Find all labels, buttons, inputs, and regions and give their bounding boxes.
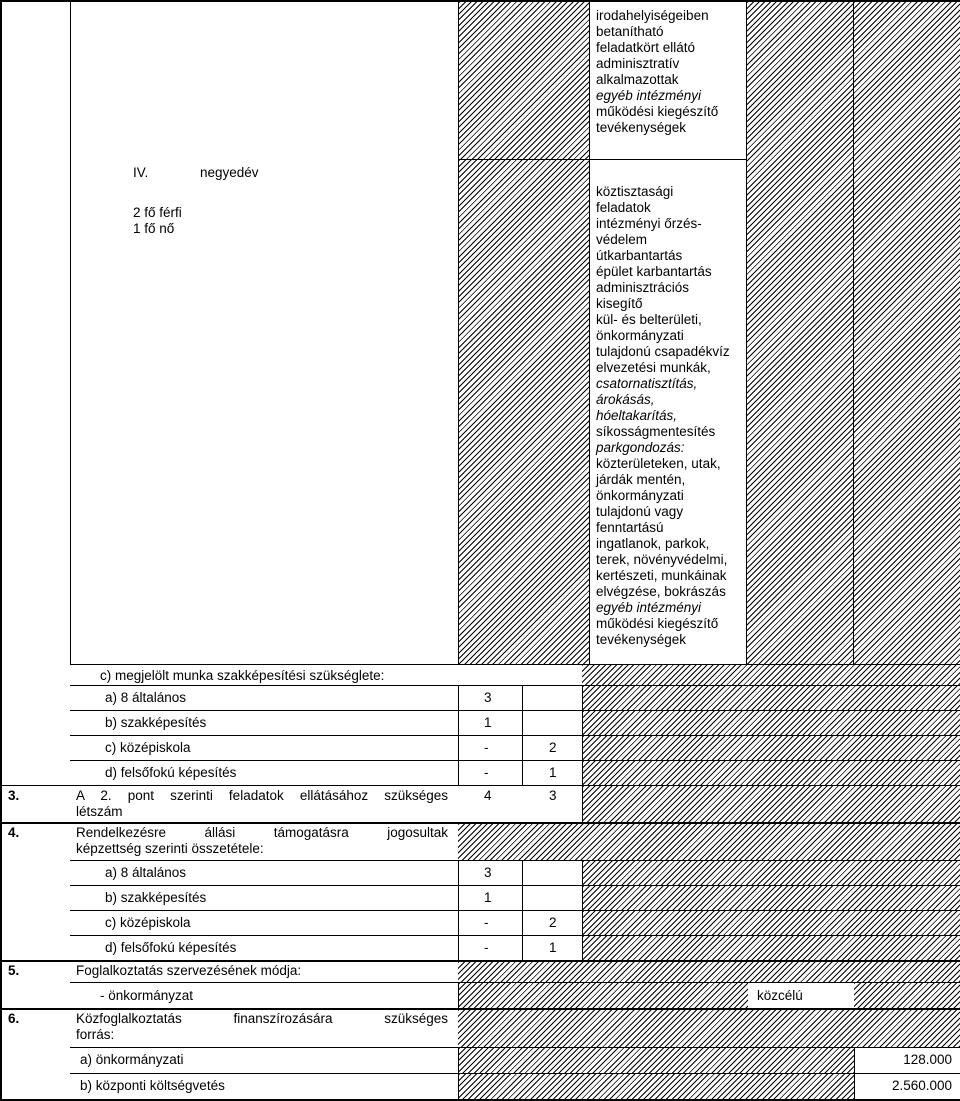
- hatched-row-right: [582, 736, 960, 760]
- value-row-v2: 1: [549, 940, 557, 955]
- activity-line-italic: egyéb intézményi: [596, 600, 702, 615]
- activity-line: kisegítő: [596, 296, 643, 311]
- value-row-v1: -: [484, 765, 489, 780]
- section-3-text: A 2. pont szerinti feladatok ellátásához szükséges: [76, 788, 448, 803]
- section-6-row-label: b) központi költségvetés: [80, 1078, 225, 1093]
- value-row-label: c) középiskola: [105, 740, 191, 755]
- section-6-text: forrás:: [76, 1027, 115, 1042]
- section-5-sub: - önkormányzat: [100, 988, 194, 1003]
- hatched-c-heading-right: [582, 665, 960, 685]
- activity-line-italic: csatornatisztítás,: [596, 376, 698, 391]
- hatched-row-right: [582, 861, 960, 885]
- activity-line-italic: hóeltakarítás,: [596, 408, 678, 423]
- hatched-row-right: [458, 824, 960, 860]
- value-row-v1: -: [484, 940, 489, 955]
- staff-female: 1 fő nő: [133, 221, 175, 236]
- hatched-row-right: [458, 1074, 854, 1099]
- value-row-label: c) középiskola: [105, 915, 191, 930]
- section-6-number: 6.: [8, 1011, 20, 1026]
- activity-line: épület karbantartás: [596, 264, 712, 279]
- section-5-text: Foglalkoztatás szervezésének módja:: [76, 963, 302, 978]
- activity-line: elvégzése, bokrászás: [596, 584, 726, 599]
- hatched-row-right: [582, 686, 960, 710]
- activity-line: terek, növényvédelmi,: [596, 552, 728, 567]
- section-4-number: 4.: [8, 825, 20, 840]
- section-6-row-label: a) önkormányzati: [80, 1052, 184, 1067]
- section-3-text: létszám: [76, 804, 123, 819]
- col-line: [458, 885, 459, 910]
- hatched-row-right: [582, 936, 960, 960]
- top-line: működési kiegészítő: [596, 104, 719, 119]
- section-3-v1: 4: [484, 788, 492, 803]
- hatched-col-2: [854, 2, 960, 664]
- hatched-row-right: [582, 786, 960, 824]
- left-border: [0, 0, 2, 1101]
- activity-line: fenntartású: [596, 520, 664, 535]
- section-4-text: képzettség szerinti összetétele:: [76, 841, 264, 856]
- activity-line: járdák mentén,: [596, 472, 686, 487]
- value-row-label: a) 8 általános: [105, 690, 187, 705]
- hatched-row-right: [582, 761, 960, 785]
- hatched-row-right: [458, 1010, 960, 1048]
- hatched-row-right: [582, 711, 960, 735]
- activity-line: kül- és belterületi,: [596, 312, 702, 327]
- section-3-number: 3.: [8, 788, 20, 803]
- value-row-v1: 1: [484, 715, 492, 730]
- activity-line: kertészeti, munkáinak: [596, 568, 727, 583]
- value-row-label: d) felsőfokú képesítés: [105, 940, 237, 955]
- top-line-italic: egyéb intézményi: [596, 88, 702, 103]
- top-line: alkalmazottak: [596, 72, 679, 87]
- col-line: [458, 935, 459, 960]
- activity-line: ingatlanok, parkok,: [596, 536, 710, 551]
- section-5-right: közcélú: [757, 988, 803, 1003]
- col-line: [522, 860, 523, 885]
- activity-line: tevékenységek: [596, 632, 687, 647]
- value-row-label: d) felsőfokú képesítés: [105, 765, 237, 780]
- activity-line: intézményi őrzés-: [596, 216, 702, 231]
- hatched-row-right: [458, 983, 748, 1008]
- col-line: [522, 910, 523, 935]
- hatched-col-1: [747, 2, 854, 664]
- col-line: [522, 710, 523, 735]
- col-line: [522, 735, 523, 760]
- top-line: adminisztratív: [596, 56, 680, 71]
- top-line: irodahelyiségeiben: [596, 8, 709, 23]
- value-row-label: a) 8 általános: [105, 865, 187, 880]
- section-4-text: Rendelkezésre állási támogatásra jogosultak: [76, 825, 448, 840]
- section-6-row-value: 128.000: [903, 1052, 952, 1067]
- activity-line: köztisztasági: [596, 184, 674, 199]
- activity-line: tulajdonú vagy: [596, 504, 684, 519]
- value-row-v1: 1: [484, 890, 492, 905]
- quarter-number: IV.: [133, 165, 149, 180]
- activity-line-italic: árokásás,: [596, 392, 655, 407]
- col-line: [458, 710, 459, 735]
- col-line: [458, 685, 459, 710]
- activity-line: útkarbantartás: [596, 248, 683, 263]
- quarter-word: negyedév: [200, 165, 259, 180]
- hatched-row-right: [458, 962, 960, 982]
- activity-line: közterületeken, utak,: [596, 456, 721, 471]
- activity-line: adminisztrációs: [596, 280, 690, 295]
- col-line: [458, 735, 459, 760]
- section-5-number: 5.: [8, 963, 20, 978]
- col-line: [522, 935, 523, 960]
- value-row-label: b) szakképesítés: [105, 890, 207, 905]
- hatched-cell-mid: [458, 160, 590, 665]
- activity-line: önkormányzati: [596, 488, 684, 503]
- value-row-v1: 3: [484, 690, 492, 705]
- hatched-cell-top-mid: [458, 2, 590, 160]
- hatched-row-right: [582, 886, 960, 910]
- col-line: [854, 1048, 855, 1073]
- section-c-heading: c) megjelölt munka szakképesítési szükséglete:: [100, 668, 385, 683]
- value-row-v2: 2: [549, 740, 557, 755]
- value-row-label: b) szakképesítés: [105, 715, 207, 730]
- activity-line: elvezetési munkák,: [596, 360, 711, 375]
- hatched-row-right: [458, 1048, 854, 1073]
- value-row-v1: -: [484, 740, 489, 755]
- col-line: [458, 910, 459, 935]
- top-line: tevékenységek: [596, 120, 687, 135]
- section-6-row-value: 2.560.000: [891, 1078, 952, 1093]
- value-row-v2: 1: [549, 765, 557, 780]
- activity-line: önkormányzati: [596, 328, 684, 343]
- staff-male: 2 fő férfi: [133, 205, 182, 220]
- activity-line: tulajdonú csapadékvíz: [596, 344, 730, 359]
- activity-list: [596, 184, 730, 648]
- value-row-v2: 2: [549, 915, 557, 930]
- col-line: [522, 885, 523, 910]
- col-line: [854, 1074, 855, 1099]
- hatched-row-right: [854, 983, 960, 1008]
- col-line: [458, 760, 459, 785]
- top-cell-text: [596, 8, 718, 136]
- value-row-v1: 3: [484, 865, 492, 880]
- activity-line-italic: parkgondozás:: [596, 440, 685, 455]
- activity-line: működési kiegészítő: [596, 616, 719, 631]
- top-line: feladatkört ellátó: [596, 40, 696, 55]
- hatched-row-right: [582, 911, 960, 935]
- top-line: betanítható: [596, 24, 664, 39]
- activity-line: síkosságmentesítés: [596, 424, 716, 439]
- value-row-v1: -: [484, 915, 489, 930]
- col-line: [522, 760, 523, 785]
- activity-line: védelem: [596, 232, 648, 247]
- activity-line: feladatok: [596, 200, 651, 215]
- col-divider-left: [70, 2, 71, 665]
- section-6-text: Közfoglalkoztatás finanszírozására szükséges: [76, 1011, 448, 1026]
- col-line: [522, 685, 523, 710]
- col-line: [458, 860, 459, 885]
- section-3-v2: 3: [549, 788, 557, 803]
